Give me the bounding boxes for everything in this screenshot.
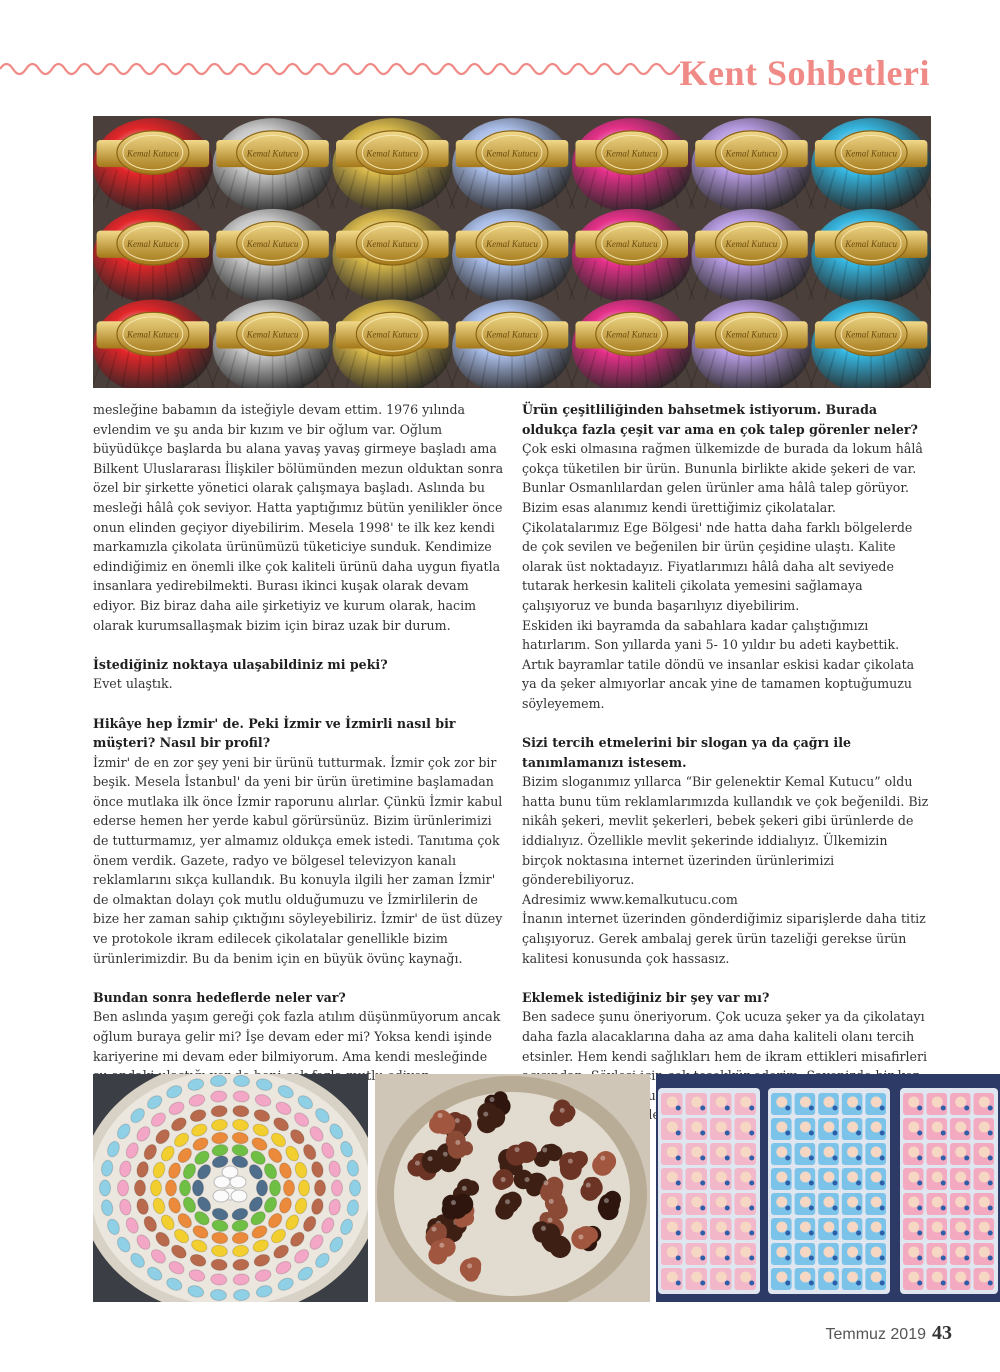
sweet-box xyxy=(903,1243,924,1265)
sweet-box xyxy=(974,1218,995,1240)
sweet-box xyxy=(950,1268,971,1290)
sweet-box xyxy=(842,1143,863,1165)
sweet-box xyxy=(661,1118,683,1140)
candy xyxy=(166,1180,177,1196)
candy xyxy=(180,1180,191,1196)
issue-date: Temmuz 2019 xyxy=(825,1326,926,1343)
sweet-box xyxy=(661,1193,683,1215)
seal-brand-text: Kemal Kutucu xyxy=(366,148,419,159)
sweet-box xyxy=(818,1118,839,1140)
sweet-box xyxy=(865,1093,886,1115)
sweet-box xyxy=(661,1218,683,1240)
candy-white xyxy=(222,1166,238,1178)
sweet-box xyxy=(950,1243,971,1265)
sweet-box xyxy=(771,1268,792,1290)
interview-question: Hikâye hep İzmir' de. Peki İzmir ve İzmirli nasıl bir müşteri? Nasıl bir profil? xyxy=(93,715,456,751)
seal-brand-text: Kemal Kutucu xyxy=(725,329,778,340)
photo-sugared-almonds xyxy=(93,1074,368,1302)
seal-brand-text: Kemal Kutucu xyxy=(725,148,778,159)
sweet-box xyxy=(865,1243,886,1265)
sweet-box xyxy=(927,1193,948,1215)
sweet-box xyxy=(661,1168,683,1190)
interview-question: Eklemek istediğiniz bir şey var mı? xyxy=(522,989,770,1005)
paragraph-spacer xyxy=(522,968,930,988)
candy xyxy=(332,1180,343,1196)
sweet-box xyxy=(818,1168,839,1190)
sweet-box xyxy=(771,1143,792,1165)
seal-brand-text: Kemal Kutucu xyxy=(605,329,658,340)
sweet-box xyxy=(865,1218,886,1240)
sweet-box xyxy=(842,1268,863,1290)
sweet-box xyxy=(795,1168,816,1190)
sweet-box xyxy=(735,1193,757,1215)
sweet-box xyxy=(710,1118,732,1140)
sweet-box xyxy=(686,1218,708,1240)
sweet-box xyxy=(735,1218,757,1240)
interview-answer: Ben sadece şunu öneriyorum. Çok ucuza şeker ya da çikolatayı daha fazla alacaklarına daha az ama daha kaliteli olanı tercih etsinler. Hem kendi sağlıkları hem de ikram ettikleri misafirleri için xyxy=(522,1009,928,1084)
seal-brand-text: Kemal Kutucu xyxy=(486,238,538,249)
interview-answer: Adresimiz www.kemalkutucu.com xyxy=(522,891,738,907)
sweet-box xyxy=(686,1118,708,1140)
sweet-box xyxy=(710,1268,732,1290)
sweet-box xyxy=(818,1268,839,1290)
sweet-box xyxy=(735,1243,757,1265)
seal-brand-text: Kemal Kutucu xyxy=(486,148,538,159)
interview-answer: Eskiden iki bayramda da sabahlara kadar çalıştığımızı hatırlarım. Son yıllarda yani 5- 10 yıldır bu adeti kaybettik. Artık bayramlar tatile döndü ve insanlar eskisi kadar çikolata ya da şeker almıyorlar ancak yine de tamamen koptuğumuzu söyleyemem. xyxy=(522,617,915,711)
sweet-box xyxy=(974,1243,995,1265)
sweet-box xyxy=(661,1243,683,1265)
sweet-box xyxy=(842,1218,863,1240)
sweet-box xyxy=(974,1168,995,1190)
sweet-box xyxy=(842,1093,863,1115)
candy-white xyxy=(231,1190,247,1202)
sweet-box xyxy=(795,1193,816,1215)
sweet-box xyxy=(795,1143,816,1165)
sweet-box xyxy=(950,1218,971,1240)
photo-chocolate-clusters xyxy=(375,1074,650,1302)
sweet-box xyxy=(686,1268,708,1290)
interview-question: Ürün çeşitliliğinden bahsetmek istiyorum. Burada oldukça fazla çeşit var ama en çok talep görenler neler? xyxy=(522,402,918,437)
sweet-box xyxy=(818,1218,839,1240)
seal-brand-text: Kemal Kutucu xyxy=(246,238,299,249)
sweet-box xyxy=(903,1168,924,1190)
sweet-box xyxy=(903,1143,924,1165)
article-left-column xyxy=(93,400,505,1086)
candy xyxy=(299,1180,310,1196)
sweet-box xyxy=(950,1118,971,1140)
sweet-box xyxy=(818,1093,839,1115)
interview-answer: İnanın internet üzerinden gönderdiğimiz siparişlerde daha titiz çalışıyoruz. Gerek ambalaj gerek ürün tazeliği gerekse ürün kalitesi konusunda çok hassasız. xyxy=(522,911,926,966)
interview-answer: mesleğine babamın da isteğiyle devam ettim. 1976 yılında evlendim ve şu anda bir kızım ve bir oğlum var. Oğlum büyüdükçe başlarda bu alana yavaş yavaş girmeye başladı ama Bilkent Uluslararası İlişkiler bölümünden mezun olduktan sonra özel bir şirkette yönetici olarak çalışmaya başladı. Aslında bu mesleği hâlâ çok seviyor. Hatta yaptığımız bütün yenilikler önce onun elinden geçiyor diyebilirim. Mesela 1998' te ilk kez kendi markamızla çikolata ürünümüzü tüketiciye sunduk. Kendimize edindiğimiz en önemli ilke çok kaliteli ürünü daha uygun fiyatla insanlara yedirebilmekti. Burası ikinci kuşak olarak devam ediyor. Biz biraz daha aile şirketiyiz ve kurum olarak, hacim olarak kurumsallaşmak bizim için biraz uzak bir durum. xyxy=(93,402,504,633)
candy xyxy=(315,1180,326,1196)
sweet-box xyxy=(661,1143,683,1165)
sweet-box xyxy=(865,1268,886,1290)
sweet-box xyxy=(771,1243,792,1265)
sweet-box xyxy=(927,1268,948,1290)
interview-answer: Evet ulaştık. xyxy=(93,676,173,692)
sweet-box xyxy=(710,1218,732,1240)
seal-brand-text: Kemal Kutucu xyxy=(246,329,299,340)
sweet-box xyxy=(974,1193,995,1215)
seal-brand-text: Kemal Kutucu xyxy=(845,238,898,249)
sweet-box xyxy=(974,1118,995,1140)
sweet-box xyxy=(865,1193,886,1215)
sweet-box xyxy=(842,1193,863,1215)
sweet-box xyxy=(950,1093,971,1115)
paragraph-spacer xyxy=(522,714,930,734)
page-number: 43 xyxy=(932,1322,952,1344)
interview-question: Bundan sonra hedeflerde neler var? xyxy=(93,989,346,1005)
seal-brand-text: Kemal Kutucu xyxy=(845,148,898,159)
sweet-box xyxy=(927,1243,948,1265)
sweet-box xyxy=(735,1168,757,1190)
sweet-box xyxy=(771,1193,792,1215)
seal-brand-text: Kemal Kutucu xyxy=(366,238,419,249)
sweet-box xyxy=(771,1093,792,1115)
seal-brand-text: Kemal Kutucu xyxy=(126,148,179,159)
paragraph-spacer xyxy=(93,635,505,655)
sweet-box xyxy=(903,1093,924,1115)
sweet-box xyxy=(771,1118,792,1140)
paragraph-spacer xyxy=(93,694,505,714)
candy xyxy=(151,1180,162,1196)
sweet-box xyxy=(927,1218,948,1240)
candy xyxy=(118,1180,129,1196)
sweet-box xyxy=(927,1168,948,1190)
sweet-box xyxy=(903,1218,924,1240)
sweet-box xyxy=(927,1093,948,1115)
sweet-box xyxy=(710,1093,732,1115)
sweet-box xyxy=(710,1168,732,1190)
sweet-box xyxy=(771,1168,792,1190)
seal-brand-text: Kemal Kutucu xyxy=(486,329,538,340)
sweet-box xyxy=(661,1268,683,1290)
candy xyxy=(193,1180,204,1196)
seal-brand-text: Kemal Kutucu xyxy=(366,329,419,340)
sweet-box xyxy=(903,1268,924,1290)
sweet-box xyxy=(686,1143,708,1165)
sweet-box xyxy=(735,1143,757,1165)
sweet-box xyxy=(865,1118,886,1140)
seal-brand-text: Kemal Kutucu xyxy=(605,148,658,159)
article-right-column xyxy=(522,400,930,1125)
sweet-box xyxy=(686,1193,708,1215)
decorative-wave-line xyxy=(0,56,680,82)
interview-answer: Çok eski olmasına rağmen ülkemizde de burada da lokum hâlâ çokça tüketilen bir ürün. Bununla birlikte akide şekeri de var. Bunlar Osmanlılardan gelen ürünler ama hâlâ talep görüyor. Bizim esas alanımız kendi ürettiğimiz çikolatalar. Çikolatalarımız Ege Bölgesi' nde hatta daha farklı bölgelerde de çok sevilen ve beğenilen bir ürün çeşidine ulaştı. Kalite olarak üst noktadayız. Fiyatlarımızı hâlâ daha alt seviyede tutarak herkesin kaliteli çikolata yemesini sağlamaya çalışıyoruz ve bunda başarılıyız diyebilirim. xyxy=(522,441,923,613)
paragraph-spacer xyxy=(93,968,505,988)
sweet-box xyxy=(903,1193,924,1215)
sweet-box xyxy=(735,1093,757,1115)
sweet-box xyxy=(950,1143,971,1165)
interview-answer: Bizim sloganımız yıllarca “Bir gelenektir Kemal Kutucu” oldu hatta bunu tüm reklamlarımızda kullandık ve çok beğenildi. Biz nikâh şekeri, mevlit şekerleri, bebek şekeri gibi ürünlerde de iddialıyız. Özellikle mevlit şekerinde iddialıyız. Ülkemizin birçok noktasına internet üzerinden ürünlerimizi gönderebiliyoruz. xyxy=(522,774,929,888)
sweet-box xyxy=(771,1218,792,1240)
page-footer xyxy=(826,1322,953,1345)
sweet-box xyxy=(795,1243,816,1265)
candy xyxy=(270,1180,281,1196)
sweet-box xyxy=(950,1168,971,1190)
sweet-box xyxy=(927,1118,948,1140)
sweet-box xyxy=(818,1143,839,1165)
seal-brand-text: Kemal Kutucu xyxy=(725,238,778,249)
candy xyxy=(350,1180,361,1196)
sweet-box xyxy=(818,1243,839,1265)
seal-brand-text: Kemal Kutucu xyxy=(246,148,299,159)
section-title: Kent Sohbetleri xyxy=(679,53,930,93)
candy-white xyxy=(213,1190,229,1202)
candy xyxy=(135,1180,146,1196)
interview-question: Sizi tercih etmelerini bir slogan ya da çağrı ile tanımlamanızı istesem. xyxy=(522,735,851,770)
hero-photo-chocolates xyxy=(93,116,931,388)
sweet-box xyxy=(974,1143,995,1165)
sweet-box xyxy=(818,1193,839,1215)
sweet-box xyxy=(865,1143,886,1165)
sweet-box xyxy=(686,1168,708,1190)
sweet-box xyxy=(842,1243,863,1265)
interview-answer: Ben aslında yaşım gereği çok fazla atılım düşünmüyorum ancak oğlum buraya gelir mi? İşe devam eder mi? Yoksa kendi işinde kariyerine mi devam eder bilmiyorum. Ama kendi mesleğinde xyxy=(93,1009,501,1064)
seal-brand-text: Kemal Kutucu xyxy=(605,238,658,249)
seal-brand-text: Kemal Kutucu xyxy=(126,329,179,340)
seal-brand-text: Kemal Kutucu xyxy=(126,238,179,249)
interview-answer: İzmir' de en zor şey yeni bir ürünü tutturmak. İzmir çok zor bir beşik. Mesela İstanbul' da yeni bir ürün üretimine başlamadan önce mutlaka ilk önce İzmir raporunu alırlar. Çünkü İzmir kabul ederse hemen her yerde kabul görürsünüz. Bizim ürünlerimizi de tutturmamız, yer almamız oldukça emek istedi. Tanıtıma çok önem verdik. Gazete, radyo ve bölgesel televizyon kanalı reklamlarını sıkça kullandık. Bu konuyla ilgili her zaman İzmir' de olmaktan dolayı çok mutlu olduğumuzu ve İzmirlilerin de bize her zaman sahip çıktığını söyleyebiliriz. İzmir' de üst düzey ve protokole ikram edilecek çikolatalar genellikle bizim ürünlerimizdir. Bu da benim için en büyük övünç kaynağı. xyxy=(93,754,503,966)
sweet-box xyxy=(865,1168,886,1190)
sweet-box xyxy=(661,1093,683,1115)
sweet-box xyxy=(795,1093,816,1115)
sweet-box xyxy=(842,1118,863,1140)
sweet-box xyxy=(686,1243,708,1265)
sweet-box xyxy=(950,1193,971,1215)
seal-brand-text: Kemal Kutucu xyxy=(845,329,898,340)
sweet-box xyxy=(710,1243,732,1265)
candy xyxy=(100,1180,111,1196)
sweet-box xyxy=(710,1193,732,1215)
sweet-box xyxy=(974,1093,995,1115)
candy xyxy=(284,1180,295,1196)
interview-question: İstediğiniz noktaya ulaşabildiniz mi peki? xyxy=(93,656,388,672)
sweet-box xyxy=(842,1168,863,1190)
sweet-box xyxy=(795,1218,816,1240)
sweet-box xyxy=(903,1118,924,1140)
sweet-box xyxy=(735,1268,757,1290)
sweet-box xyxy=(795,1118,816,1140)
sweet-box xyxy=(927,1143,948,1165)
sweet-box xyxy=(735,1118,757,1140)
sweet-box xyxy=(974,1268,995,1290)
sweet-box xyxy=(686,1093,708,1115)
sweet-box xyxy=(795,1268,816,1290)
photo-mevlit-sweets xyxy=(656,1074,1000,1302)
candy xyxy=(257,1180,268,1196)
sweet-box xyxy=(710,1143,732,1165)
